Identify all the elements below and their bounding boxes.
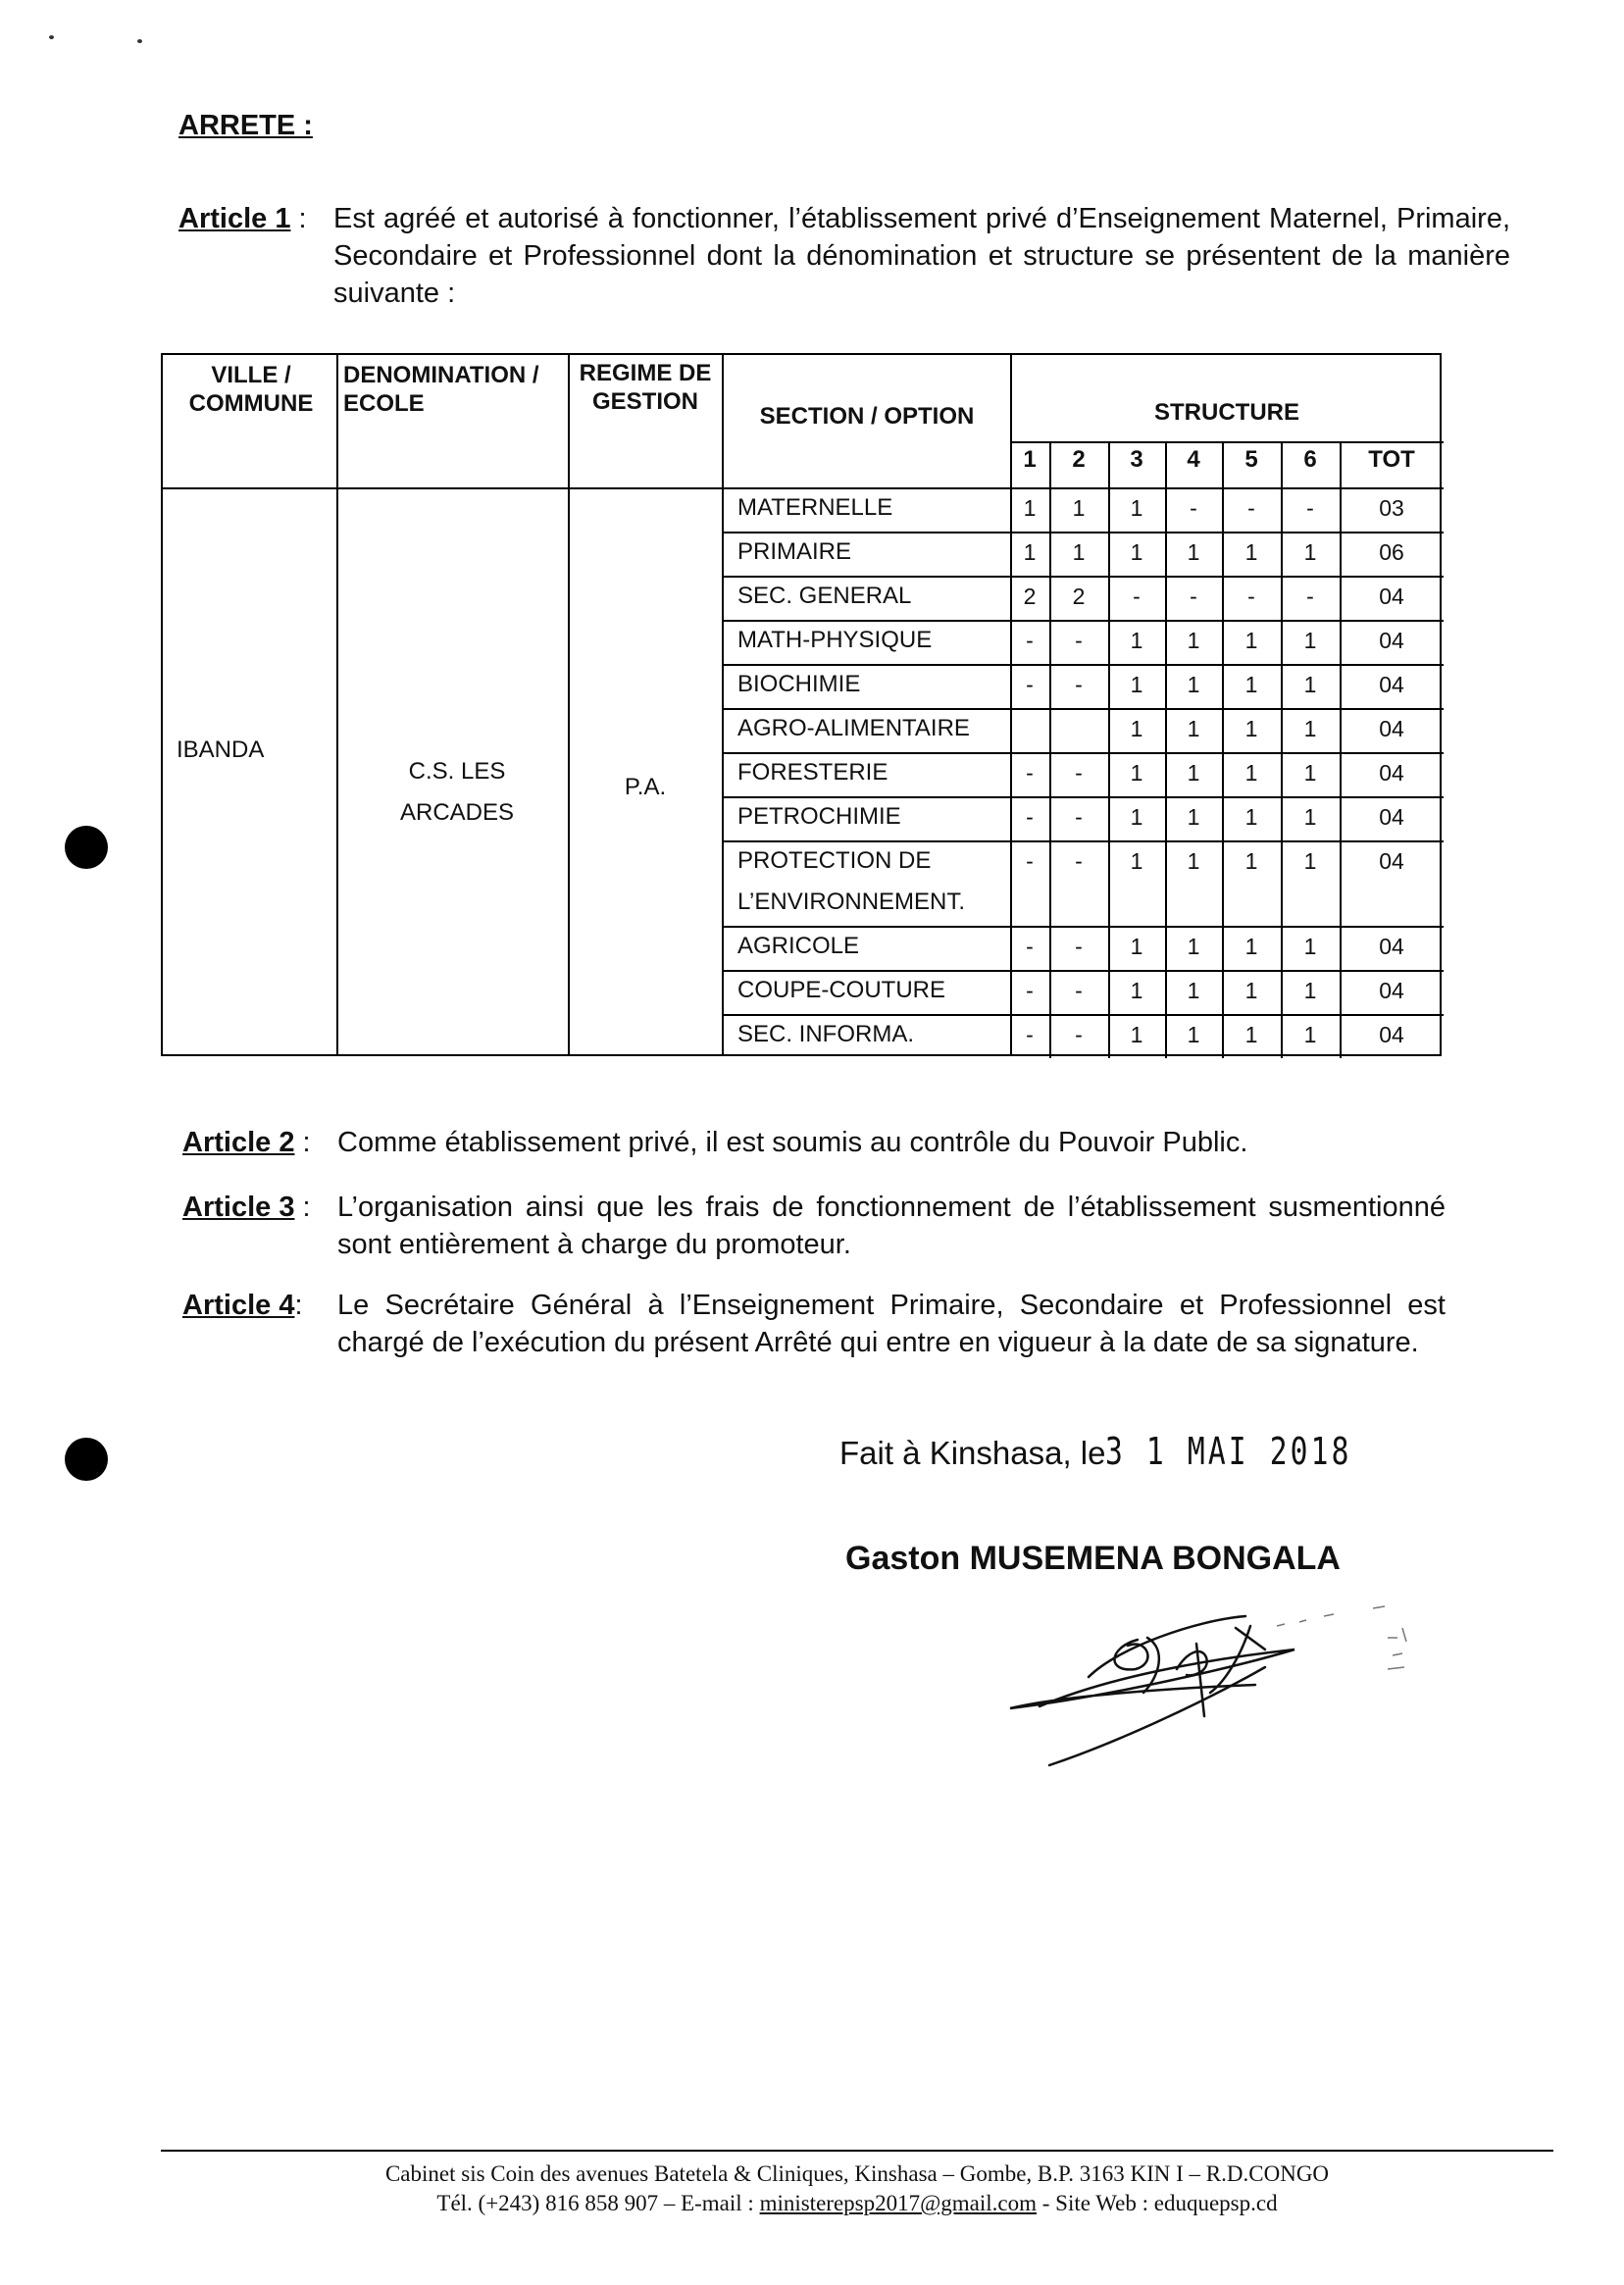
row-section-name: PETROCHIMIE — [737, 803, 901, 830]
row-section-name: MATERNELLE — [737, 494, 893, 521]
row-value-col-3: - — [1133, 584, 1141, 609]
row-value-col-2: - — [1075, 978, 1083, 1003]
scan-speck — [49, 35, 54, 39]
row-total: 04 — [1379, 804, 1404, 830]
row-section-name: COUPE-COUTURE — [737, 977, 946, 1003]
row-value-col-6: - — [1306, 584, 1314, 609]
row-value-col-2: 1 — [1072, 495, 1086, 521]
row-value-col-4: 1 — [1187, 672, 1200, 697]
row-value-col-5: 1 — [1244, 760, 1258, 786]
header-ville: VILLE / COMMUNE — [188, 362, 314, 417]
punch-hole — [65, 1438, 108, 1481]
footer-email-link[interactable]: ministerepsp2017@gmail.com — [759, 2191, 1038, 2215]
article-1-label: Article 1 — [178, 203, 291, 234]
row-value-col-4: 1 — [1187, 716, 1200, 741]
row-value-col-5: - — [1247, 495, 1255, 521]
row-value-col-6: 1 — [1303, 672, 1317, 697]
header-section: SECTION / OPTION — [759, 403, 975, 430]
row-section-name: AGRICOLE — [737, 933, 860, 959]
row-value-col-2: - — [1075, 760, 1083, 786]
row-value-col-1: - — [1026, 628, 1034, 653]
structure-table — [161, 353, 1442, 1056]
cell-ecole: C.S. LES ARCADES — [399, 758, 515, 826]
row-total: 04 — [1379, 672, 1404, 697]
row-value-col-3: 1 — [1130, 804, 1143, 830]
article-2-label: Article 2 — [182, 1127, 295, 1158]
header-col-tot: TOT — [1368, 446, 1415, 473]
row-value-col-6: 1 — [1303, 978, 1317, 1003]
row-value-col-4: 1 — [1187, 848, 1200, 874]
row-value-col-6: 1 — [1303, 1022, 1317, 1047]
row-value-col-6: 1 — [1303, 716, 1317, 741]
row-value-col-1: - — [1026, 760, 1034, 786]
row-section-name-cont: L’ENVIRONNEMENT. — [737, 889, 966, 915]
row-value-col-5: - — [1247, 584, 1255, 609]
row-total: 04 — [1379, 628, 1404, 653]
article-2-text: Comme établissement privé, il est soumis au contrôle du Pouvoir Public. — [337, 1127, 1248, 1158]
article-4-label: Article 4 — [182, 1290, 295, 1321]
row-value-col-3: 1 — [1130, 539, 1143, 565]
row-value-col-2: - — [1075, 628, 1083, 653]
cell-ville: IBANDA — [177, 736, 265, 763]
row-value-col-6: 1 — [1303, 804, 1317, 830]
header-col-4: 4 — [1187, 446, 1200, 473]
row-value-col-3: 1 — [1130, 978, 1143, 1003]
header-col-5: 5 — [1244, 446, 1258, 473]
header-col-3: 3 — [1130, 446, 1143, 473]
row-value-col-6: 1 — [1303, 760, 1317, 786]
row-section-name: PROTECTION DE — [737, 847, 932, 874]
row-value-col-6: 1 — [1303, 539, 1317, 565]
row-section-name: MATH-PHYSIQUE — [737, 627, 933, 653]
article-3-label: Article 3 — [182, 1192, 295, 1223]
header-col-6: 6 — [1303, 446, 1317, 473]
row-section-name: AGRO-ALIMENTAIRE — [737, 715, 970, 741]
footer-address: Cabinet sis Coin des avenues Batetela & Cliniques, Kinshasa – Gombe, B.P. 3163 KIN I – R.D.CONGO — [384, 2161, 1330, 2186]
cell-regime: P.A. — [624, 774, 667, 800]
row-total: 04 — [1379, 584, 1404, 609]
punch-hole — [65, 826, 108, 869]
signature-image — [1000, 1599, 1432, 1775]
row-value-col-5: 1 — [1244, 848, 1258, 874]
row-value-col-4: 1 — [1187, 760, 1200, 786]
row-value-col-4: 1 — [1187, 978, 1200, 1003]
scan-speck — [137, 39, 142, 43]
signatory-name: Gaston MUSEMENA BONGALA — [845, 1540, 1341, 1577]
row-value-col-2: - — [1075, 934, 1083, 959]
row-total: 04 — [1379, 978, 1404, 1003]
row-value-col-5: 1 — [1244, 934, 1258, 959]
row-value-col-4: 1 — [1187, 1022, 1200, 1047]
date-stamp: 3 1 MAI 2018 — [1105, 1430, 1353, 1473]
closing-place: Fait à Kinshasa, le3 1 MAI 2018 — [839, 1430, 1353, 1473]
row-value-col-4: 1 — [1187, 628, 1200, 653]
row-section-name: SEC. INFORMA. — [737, 1021, 915, 1047]
row-value-col-2: - — [1075, 1022, 1083, 1047]
header-structure: STRUCTURE — [1154, 399, 1299, 426]
row-value-col-5: 1 — [1244, 539, 1258, 565]
row-value-col-1: 1 — [1023, 495, 1037, 521]
row-value-col-3: 1 — [1130, 760, 1143, 786]
row-value-col-4: 1 — [1187, 934, 1200, 959]
row-value-col-1: - — [1026, 848, 1034, 874]
row-value-col-2: 1 — [1072, 539, 1086, 565]
row-value-col-5: 1 — [1244, 628, 1258, 653]
row-value-col-3: 1 — [1130, 628, 1143, 653]
article-3-text: L’organisation ainsi que les frais de fonctionnement de l’établissement susmentionné sont entièrement à charge du promoteur. — [337, 1192, 1446, 1260]
row-section-name: BIOCHIMIE — [737, 671, 861, 697]
row-value-col-5: 1 — [1244, 978, 1258, 1003]
header-col-1: 1 — [1023, 446, 1037, 473]
row-value-col-4: - — [1190, 584, 1197, 609]
row-value-col-6: 1 — [1303, 628, 1317, 653]
header-regime: REGIME DE GESTION — [579, 360, 712, 415]
row-value-col-3: 1 — [1130, 848, 1143, 874]
row-section-name: FORESTERIE — [737, 759, 888, 786]
row-value-col-5: 1 — [1244, 716, 1258, 741]
row-total: 04 — [1379, 848, 1404, 874]
footer-divider — [161, 2150, 1553, 2152]
article-1-text: Est agréé et autorisé à fonctionner, l’établissement privé d’Enseignement Maternel, Primaire, Secondaire et Professionnel dont la dénomination et structure se présentent de la manière suivante : — [333, 203, 1510, 309]
row-value-col-5: 1 — [1244, 804, 1258, 830]
row-value-col-1: - — [1026, 978, 1034, 1003]
row-value-col-6: - — [1306, 495, 1314, 521]
row-value-col-6: 1 — [1303, 934, 1317, 959]
row-value-col-1: 1 — [1023, 539, 1037, 565]
row-value-col-5: 1 — [1244, 1022, 1258, 1047]
row-value-col-3: 1 — [1130, 716, 1143, 741]
row-value-col-4: 1 — [1187, 804, 1200, 830]
row-total: 04 — [1379, 716, 1404, 741]
row-value-col-1: - — [1026, 672, 1034, 697]
row-total: 04 — [1379, 760, 1404, 786]
article-4-text: Le Secrétaire Général à l’Enseignement Primaire, Secondaire et Professionnel est chargé de l’exécution du présent Arrêté qui entre en vigueur à la date de sa signature. — [337, 1290, 1446, 1358]
row-value-col-5: 1 — [1244, 672, 1258, 697]
row-value-col-4: - — [1190, 495, 1197, 521]
row-value-col-2: 2 — [1072, 584, 1086, 609]
header-col-2: 2 — [1072, 446, 1086, 473]
row-value-col-1: - — [1026, 934, 1034, 959]
row-value-col-3: 1 — [1130, 934, 1143, 959]
row-total: 04 — [1379, 934, 1404, 959]
row-value-col-1: - — [1026, 1022, 1034, 1047]
row-value-col-2: - — [1075, 804, 1083, 830]
row-value-col-3: 1 — [1130, 495, 1143, 521]
row-section-name: SEC. GENERAL — [737, 583, 912, 609]
row-value-col-2: - — [1075, 848, 1083, 874]
row-value-col-3: 1 — [1130, 672, 1143, 697]
row-total: 03 — [1379, 495, 1404, 521]
row-value-col-6: 1 — [1303, 848, 1317, 874]
row-value-col-2: - — [1075, 672, 1083, 697]
row-section-name: PRIMAIRE — [737, 538, 852, 565]
header-denomination: DENOMINATION / ECOLE — [343, 362, 539, 417]
row-value-col-1: - — [1026, 804, 1034, 830]
row-value-col-4: 1 — [1187, 539, 1200, 565]
row-total: 06 — [1379, 539, 1404, 565]
row-total: 04 — [1379, 1022, 1404, 1047]
row-value-col-3: 1 — [1130, 1022, 1143, 1047]
page-heading: ARRETE : — [178, 110, 313, 141]
footer-contact: Tél. (+243) 816 858 907 – E-mail : ministerepsp2017@gmail.com - Site Web : eduquepsp.cd — [436, 2191, 1278, 2215]
row-value-col-1: 2 — [1023, 584, 1037, 609]
